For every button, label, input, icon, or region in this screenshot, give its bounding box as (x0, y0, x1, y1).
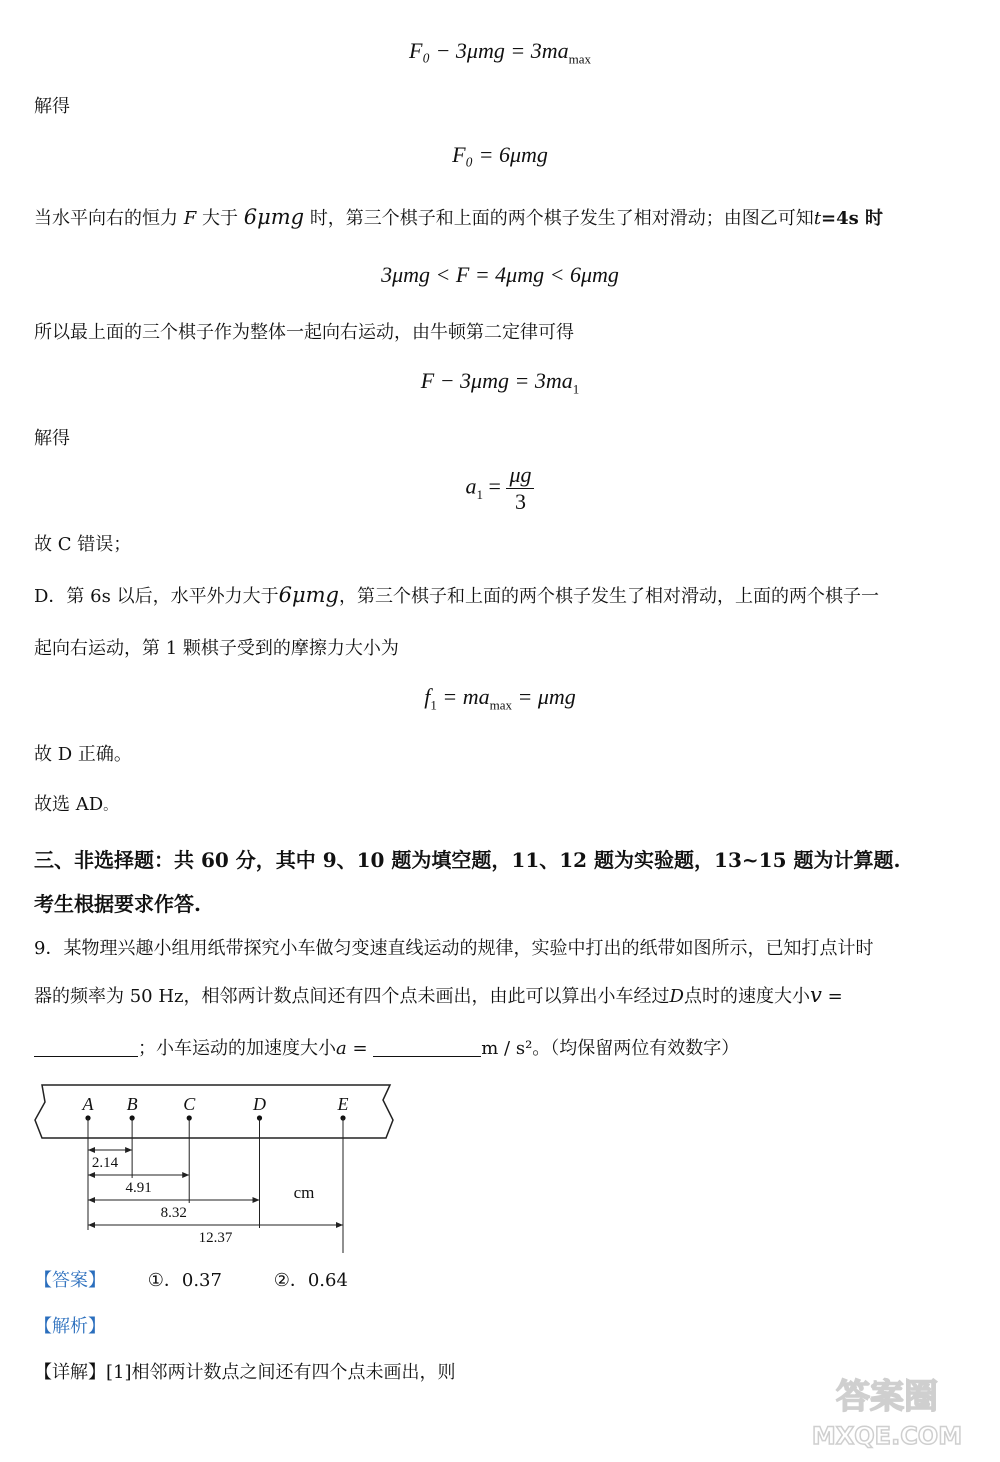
text-run: 点时的速度大小 (683, 986, 810, 1007)
distance-label-1: 2.14 (91, 1155, 119, 1171)
answer-blank-2[interactable] (373, 1038, 481, 1057)
symbol-6umg: 6μmg (243, 205, 305, 229)
tape-marks (82, 1094, 349, 1253)
equation-text: F₀ − 3μmg = 3ma (409, 38, 569, 63)
equation-text: f (424, 684, 431, 709)
equation-f0: F₀ = 6μmg (452, 142, 548, 167)
question-9-line2 (34, 982, 843, 1008)
watermark-logo (792, 1364, 982, 1454)
tape-point-label-E: E (337, 1094, 349, 1114)
fraction-numerator: μg (506, 462, 534, 489)
text-run: 。（均保留两位有效数字） (532, 1038, 740, 1059)
arrowhead-right-1 (125, 1147, 132, 1153)
distance-label-3: 8.32 (160, 1205, 187, 1221)
text-run: 。 (103, 798, 118, 814)
section-heading-line1: 三、非选择题：共 60 分，其中 9、10 题为填空题，11、12 题为实验题，13~15 题为计算题. (34, 848, 901, 872)
arrowhead-right-4 (336, 1222, 343, 1228)
symbol-6umg: 6μmg (278, 583, 339, 607)
watermark-domain-text: MXQE.COM (811, 1422, 963, 1450)
equation-newton-max (0, 38, 1000, 67)
symbol-a: a (336, 1038, 347, 1059)
answer-line (34, 1266, 348, 1292)
watermark-logo-text: 答案圈 (836, 1377, 938, 1417)
arrowhead-left-1 (88, 1147, 95, 1153)
equation-newton-a1 (0, 368, 1000, 397)
distance-label-2: 4.91 (125, 1180, 152, 1196)
arrowhead-left-4 (88, 1222, 95, 1228)
equation-subscript: max (489, 697, 512, 713)
fraction (506, 462, 534, 515)
paragraph-whole-system: 所以最上面的三个棋子作为整体一起向右运动，由牛顿第二定律可得 (34, 322, 574, 343)
tape-unit-label: cm (293, 1183, 315, 1202)
symbol-F: F (183, 208, 197, 229)
text-run: 故选 AD (34, 794, 104, 815)
jiede-label-2: 解得 (34, 428, 70, 449)
equation-text: F − 3μmg = 3ma (420, 368, 573, 393)
answer-tag: 【答案】 (34, 1270, 106, 1291)
equation-a1-fraction (0, 462, 1000, 515)
symbol-v: v (809, 983, 822, 1007)
equals-sign: = (483, 473, 507, 499)
detail-tag: 【详解】 (34, 1362, 106, 1383)
distance-label-4: 12.37 (198, 1230, 233, 1246)
paragraph-force-condition (34, 204, 883, 230)
section-heading-line2: 考生根据要求作答. (34, 892, 201, 916)
arrowhead-right-3 (253, 1197, 260, 1203)
conclusion-d: 故 D 正确。 (34, 744, 132, 765)
equation-subscript: max (568, 51, 591, 67)
jiede-label-1: 解得 (34, 96, 70, 117)
text-run: 器的频率为 50 Hz，相邻两计数点间还有四个点未画出，由此可以算出小车经过 (34, 986, 670, 1007)
tape-point-label-D: D (253, 1094, 267, 1114)
text-run: 当水平向右的恒力 (34, 208, 178, 229)
text-run: = (821, 986, 843, 1007)
equation-text: = μmg (511, 684, 576, 709)
equation-text: a (465, 473, 477, 499)
answer-blank-1[interactable] (34, 1038, 138, 1057)
text-run: =4s 时 (821, 208, 884, 229)
text-run: 时，第三个棋子和上面的两个棋子发生了相对滑动；由图乙可知 (309, 208, 814, 229)
conclusion-c: 故 C 错误； (34, 534, 132, 555)
symbol-t: t (813, 208, 822, 229)
paragraph-option-d-line2: 起向右运动，第 1 颗棋子受到的摩擦力大小为 (34, 638, 399, 659)
question-9-line1: 9．某物理兴趣小组用纸带探究小车做匀变速直线运动的规律，实验中打出的纸带如图所示，已知打点计时 (34, 938, 874, 959)
analysis-tag: 【解析】 (34, 1316, 106, 1337)
question-9-line3 (34, 1034, 739, 1060)
unit-text: m / s² (481, 1038, 533, 1059)
answer-value-2: ②．0.64 (273, 1270, 348, 1291)
text-run: ，第三个棋子和上面的两个棋子发生了相对滑动，上面的两个棋子一 (338, 586, 879, 607)
tape-point-label-A: A (82, 1094, 94, 1114)
symbol-D: D (669, 986, 684, 1007)
equation-subscript: 1 (476, 486, 484, 502)
arrowhead-left-2 (88, 1172, 95, 1178)
answer-value-1: ①．0.37 (147, 1270, 222, 1291)
equation-text: = ma (436, 684, 490, 709)
arrowhead-right-2 (182, 1172, 189, 1178)
final-choice (34, 790, 117, 816)
text-run: ；小车运动的加速度大小 (138, 1038, 336, 1059)
text-run: 大于 (201, 208, 238, 229)
tape-point-label-C: C (183, 1094, 196, 1114)
text-run: = (346, 1038, 374, 1059)
fraction-denominator: 3 (514, 489, 526, 514)
paragraph-option-d-line1 (34, 582, 879, 608)
detail-text: [1]相邻两计数点之间还有四个点未画出，则 (106, 1362, 456, 1383)
equation-subscript: 1 (572, 381, 580, 397)
tape-point-label-B: B (126, 1094, 138, 1114)
detail-line (34, 1358, 456, 1384)
ticker-tape-figure (28, 1080, 408, 1255)
equation-subscript: 1 (430, 697, 437, 713)
equation-friction (0, 684, 1000, 713)
equation-inequality: 3μmg < F = 4μmg < 6μmg (381, 262, 619, 287)
text-run: D．第 6s 以后，水平外力大于 (34, 586, 279, 607)
arrowhead-left-3 (88, 1197, 95, 1203)
